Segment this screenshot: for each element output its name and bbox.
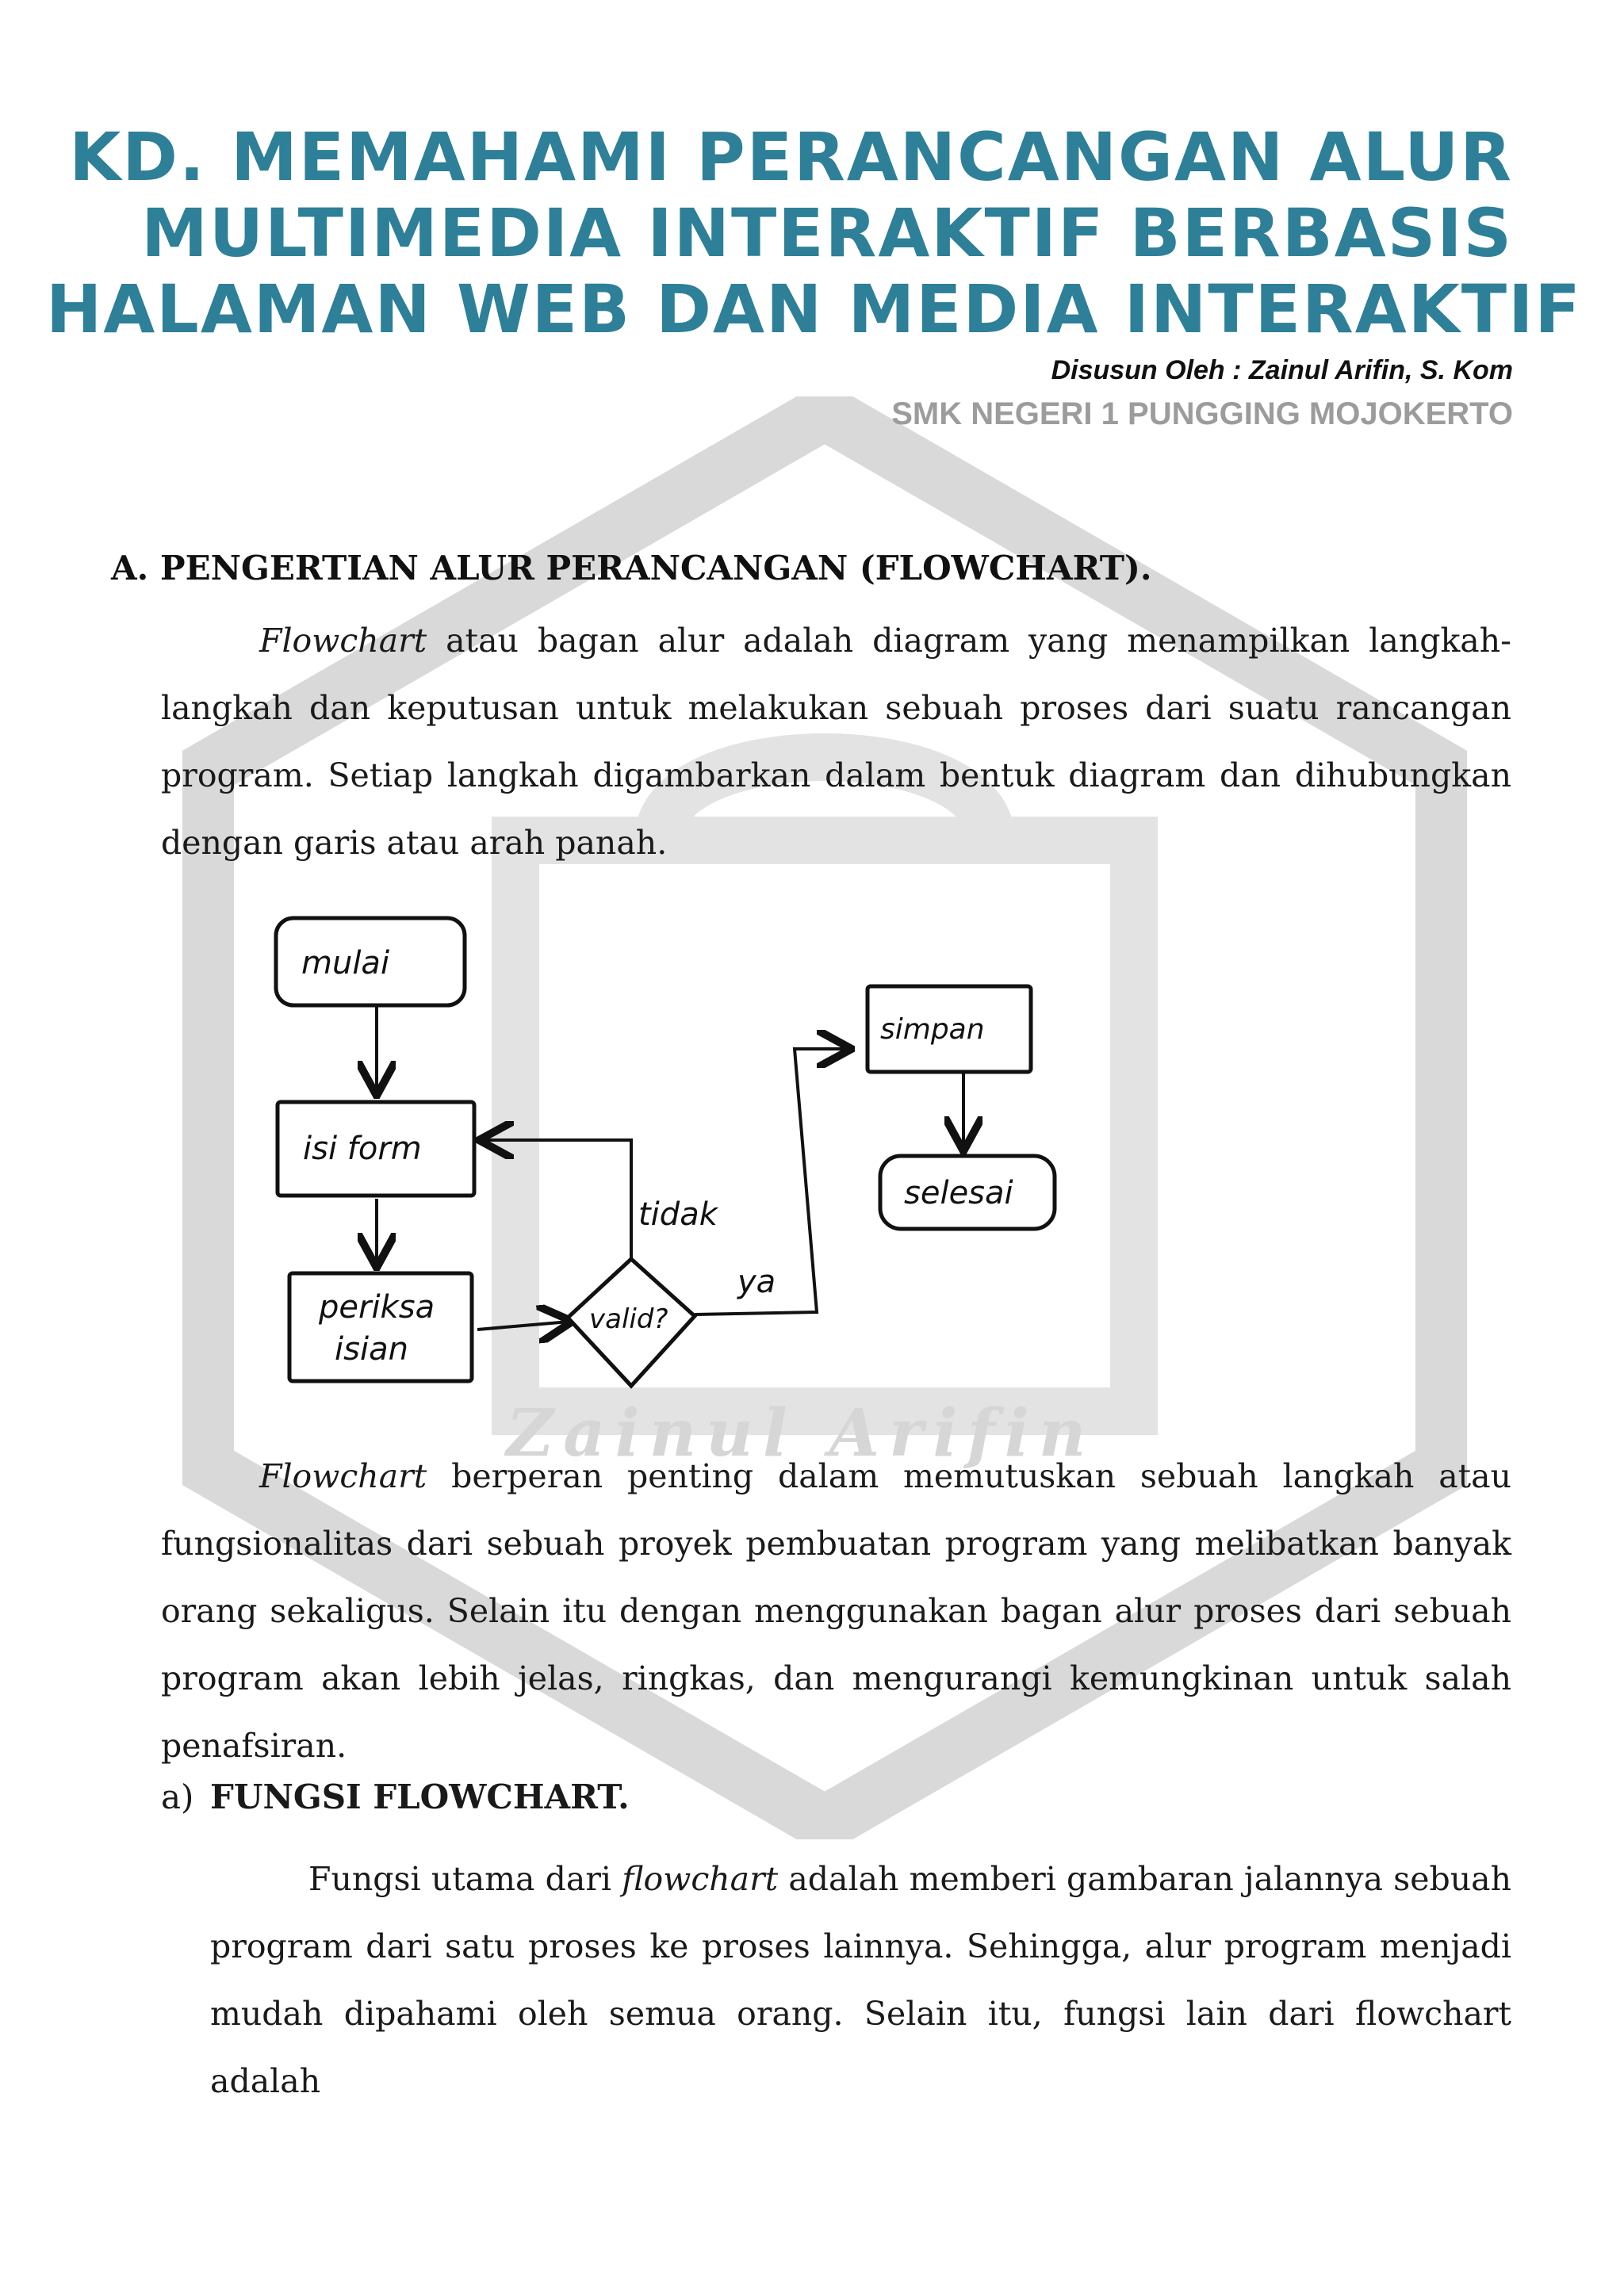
subsection-a-title: FUNGSI FLOWCHART. xyxy=(210,1777,630,1816)
node-fill-form-label: isi form xyxy=(303,1131,422,1167)
paragraph-2-term: Flowchart xyxy=(259,1457,427,1495)
paragraph-3 xyxy=(210,1846,1511,2115)
edge-check-to-decision xyxy=(477,1322,569,1330)
paragraph-3-post: adalah memberi gambaran jalannya sebuah program dari satu proses ke proses lainnya. Sehingga, alur program menjadi mudah dipahami oleh semua orang. Selain itu, fungsi lain dari flowchart adalah xyxy=(210,1860,1511,2100)
title-line-2: MULTIMEDIA INTERAKTIF BERBASIS xyxy=(141,194,1513,272)
node-check-label-1: periksa xyxy=(319,1289,435,1326)
flowchart-diagram xyxy=(246,904,1078,1395)
node-save-label: simpan xyxy=(880,1013,985,1046)
subsection-a-heading xyxy=(161,1777,630,1816)
paragraph-1 xyxy=(161,607,1511,877)
edge-decision-no xyxy=(482,1140,631,1259)
paragraph-2-text: berperan penting dalam memutuskan sebuah langkah atau fungsionalitas dari sebuah proyek pembuatan program yang melibatkan banyak orang sekaligus. Selain itu dengan menggunakan bagan alur proses dari sebuah program akan lebih jelas, ringkas, dan mengurangi kemungkinan untuk salah penafsiran. xyxy=(161,1457,1511,1765)
edge-yes-label: ya xyxy=(737,1264,776,1300)
paragraph-3-term: flowchart xyxy=(622,1860,779,1898)
section-a-heading xyxy=(111,549,1151,587)
document-title xyxy=(46,118,1582,348)
author-line: Disusun Oleh : Zainul Arifin, S. Kom xyxy=(1051,355,1513,385)
subsection-a-letter: a) xyxy=(161,1777,194,1816)
node-end-label: selesai xyxy=(904,1175,1013,1211)
watermark-text: Zainul Arifin xyxy=(506,1395,1096,1471)
edge-no-label: tidak xyxy=(638,1196,718,1233)
paragraph-3-pre: Fungsi utama dari xyxy=(308,1860,622,1898)
paragraph-1-term: Flowchart xyxy=(259,622,427,660)
section-a-letter: A. xyxy=(111,549,149,587)
paragraph-2 xyxy=(161,1443,1511,1780)
section-a-title: PENGERTIAN ALUR PERANCANGAN (FLOWCHART). xyxy=(160,549,1152,587)
node-start-label: mulai xyxy=(301,945,390,982)
school-name: SMK NEGERI 1 PUNGGING MOJOKERTO xyxy=(891,396,1513,431)
title-line-1: KD. MEMAHAMI PERANCANGAN ALUR xyxy=(69,118,1513,196)
node-check-label-2: isian xyxy=(335,1331,408,1368)
paragraph-1-text: atau bagan alur adalah diagram yang menampilkan langkah-langkah dan keputusan untuk melakukan sebuah proses dari suatu rancangan program. Setiap langkah digambarkan dalam bentuk diagram dan dihubungkan dengan garis atau arah panah. xyxy=(161,622,1511,862)
node-decision-label: valid? xyxy=(589,1303,668,1335)
title-line-3: HALAMAN WEB DAN MEDIA INTERAKTIF xyxy=(46,270,1582,348)
